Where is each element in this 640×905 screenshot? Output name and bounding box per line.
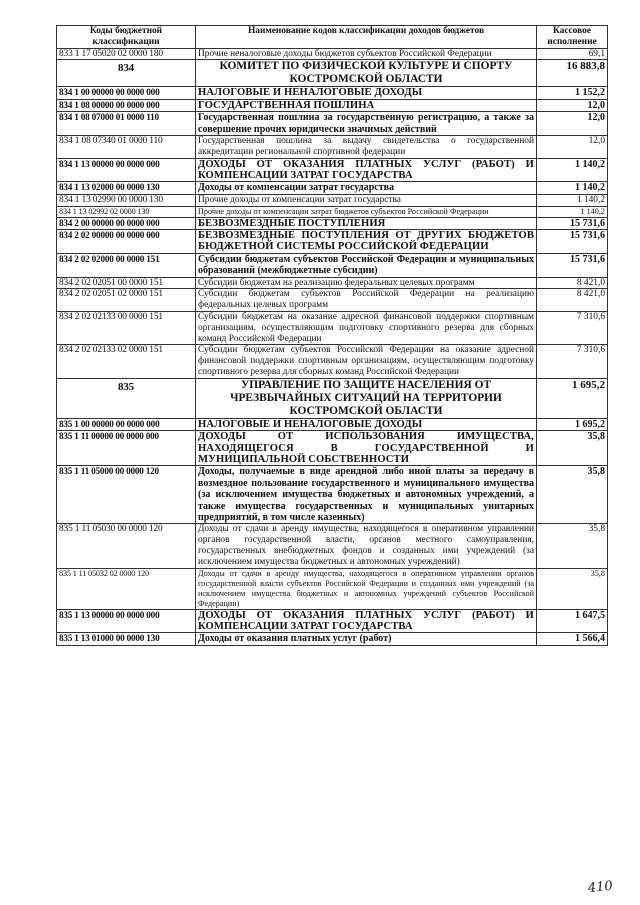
cell-code: 834 2 02 02133 00 0000 151 (57, 312, 196, 345)
cell-name: Доходы от сдачи в аренду имущества, находящегося в оперативном управлении органов государственной власти, органов местного самоуправления, государственных внебюджетных фондов и созданных ими учреждений (за исключением имущества бюджетных и автономных учреждений) (196, 524, 537, 568)
cell-value: 35,8 (537, 568, 608, 609)
cell-name: Субсидии бюджетам на реализацию федеральных целевых программ (196, 277, 537, 289)
cell-code: 834 1 08 00000 00 0000 000 (57, 99, 196, 111)
cell-code: 835 1 00 00000 00 0000 000 (57, 418, 196, 430)
cell-value: 8 421,0 (537, 289, 608, 312)
budget-page (56, 25, 607, 646)
table-row (57, 158, 608, 182)
cell-code: 835 1 13 01000 00 0000 130 (57, 633, 196, 645)
cell-value: 12,0 (537, 136, 608, 159)
cell-code: 833 1 17 05020 02 0000 180 (57, 48, 196, 60)
cell-name: Прочие неналоговые доходы бюджетов субъектов Российской Федерации (196, 48, 537, 60)
page-number: 410 (587, 878, 614, 897)
cell-value: 1 140,2 (537, 158, 608, 182)
cell-code: 835 1 11 05032 02 0000 120 (57, 568, 196, 609)
cell-code: 834 2 02 02051 02 0000 151 (57, 289, 196, 312)
cell-name: Прочие доходы от компенсации затрат государства (196, 194, 537, 206)
cell-code: 834 1 13 02990 00 0000 130 (57, 194, 196, 206)
cell-name: Государственная пошлина за государственную регистрацию, а также за совершение прочих юридически значимых действий (196, 112, 537, 136)
cell-code: 834 1 08 07000 01 0000 110 (57, 112, 196, 136)
cell-value: 1 152,2 (537, 87, 608, 99)
cell-name: ГОСУДАРСТВЕННАЯ ПОШЛИНА (196, 99, 537, 111)
cell-code: 834 1 00 00000 00 0000 000 (57, 87, 196, 99)
cell-value: 12,0 (537, 99, 608, 111)
cell-name: Доходы от оказания платных услуг (работ) (196, 633, 537, 645)
cell-code: 834 1 08 07340 01 0000 110 (57, 136, 196, 159)
table-row (57, 99, 608, 111)
cell-code: 834 2 02 02051 00 0000 151 (57, 277, 196, 289)
cell-name: Субсидии бюджетам субъектов Российской Федерации на оказание адресной финансовой поддержки спортивным организациям, осуществляющим подготовку спортивного резерва для сборных команд Российской Федерации (196, 345, 537, 378)
cell-name: Субсидии бюджетам на оказание адресной финансовой поддержки спортивным организациям, осуществляющим подготовку спортивного резерва для сборных команд Российской Федерации (196, 312, 537, 345)
table-row (57, 524, 608, 568)
table-row (57, 418, 608, 430)
cell-value: 15 731,6 (537, 253, 608, 277)
cell-value: 8 421,0 (537, 277, 608, 289)
cell-code: 835 1 11 00000 00 0000 000 (57, 431, 196, 466)
cell-code: 835 1 13 00000 00 0000 000 (57, 609, 196, 633)
cell-value: 16 883,8 (537, 60, 608, 87)
table-row (57, 182, 608, 194)
cell-value: 1 647,5 (537, 609, 608, 633)
department-row (57, 60, 608, 87)
cell-name: Субсидии бюджетам субъектов Российской Федерации и муниципальных образований (межбюджетные субсидии) (196, 253, 537, 277)
cell-value: 7 310,6 (537, 345, 608, 378)
cell-value: 1 140,2 (537, 182, 608, 194)
revenue-table (56, 25, 608, 646)
table-row (57, 633, 608, 645)
cell-name: Прочие доходы от компенсации затрат бюджетов субъектов Российской Федерации (196, 206, 537, 217)
table-row (57, 312, 608, 345)
cell-code: 834 1 13 02000 00 0000 130 (57, 182, 196, 194)
table-row (57, 253, 608, 277)
cell-name: ДОХОДЫ ОТ ОКАЗАНИЯ ПЛАТНЫХ УСЛУГ (РАБОТ) И КОМПЕНСАЦИИ ЗАТРАТ ГОСУДАРСТВА (196, 609, 537, 633)
table-row (57, 194, 608, 206)
cell-code: 834 2 02 02133 02 0000 151 (57, 345, 196, 378)
table-header (57, 26, 608, 49)
cell-name: Государственная пошлина за выдачу свидетельства о государственной аккредитации региональной спортивной федерации (196, 136, 537, 159)
cell-value: 7 310,6 (537, 312, 608, 345)
table-row (57, 112, 608, 136)
table-row (57, 277, 608, 289)
cell-value: 1 140,2 (537, 194, 608, 206)
cell-name: Доходы от сдачи в аренду имущества, находящегося в оперативном управлении органов государственной власти субъектов Российской Федерации и созданных ими учреждений (за исключением имущества бюджетных и автономных учреждений субъектов Российской Федерации) (196, 568, 537, 609)
table-row (57, 48, 608, 60)
table-row (57, 431, 608, 466)
cell-value: 35,8 (537, 466, 608, 524)
table-row (57, 136, 608, 159)
cell-code: 834 2 02 02000 00 0000 151 (57, 253, 196, 277)
cell-name: УПРАВЛЕНИЕ ПО ЗАЩИТЕ НАСЕЛЕНИЯ ОТ ЧРЕЗВЫЧАЙНЫХ СИТУАЦИЙ НА ТЕРРИТОРИИ КОСТРОМСКОЙ ОБЛАСТИ (196, 378, 537, 418)
cell-code: 835 (57, 378, 196, 418)
cell-code: 834 1 13 00000 00 0000 000 (57, 158, 196, 182)
table-row (57, 466, 608, 524)
table-row (57, 345, 608, 378)
cell-name: ДОХОДЫ ОТ ИСПОЛЬЗОВАНИЯ ИМУЩЕСТВА, НАХОДЯЩЕГОСЯ В ГОСУДАРСТВЕННОЙ И МУНИЦИПАЛЬНОЙ СОБСТВЕННОСТИ (196, 431, 537, 466)
cell-value: 35,8 (537, 431, 608, 466)
cell-code: 835 1 11 05030 00 0000 120 (57, 524, 196, 568)
cell-value: 1 140,2 (537, 206, 608, 217)
table-row (57, 206, 608, 217)
cell-code: 834 2 02 00000 00 0000 000 (57, 230, 196, 254)
table-row (57, 609, 608, 633)
department-row (57, 378, 608, 418)
cell-name: ДОХОДЫ ОТ ОКАЗАНИЯ ПЛАТНЫХ УСЛУГ (РАБОТ) И КОМПЕНСАЦИИ ЗАТРАТ ГОСУДАРСТВА (196, 158, 537, 182)
cell-value: 69,1 (537, 48, 608, 60)
cell-name: НАЛОГОВЫЕ И НЕНАЛОГОВЫЕ ДОХОДЫ (196, 418, 537, 430)
cell-value: 35,8 (537, 524, 608, 568)
cell-name: КОМИТЕТ ПО ФИЗИЧЕСКОЙ КУЛЬТУРЕ И СПОРТУ КОСТРОМСКОЙ ОБЛАСТИ (196, 60, 537, 87)
cell-value: 15 731,6 (537, 230, 608, 254)
cell-value: 1 695,2 (537, 418, 608, 430)
cell-code: 834 1 13 02992 02 0000 130 (57, 206, 196, 217)
table-row (57, 217, 608, 229)
header-value: Кассовое исполнение (537, 26, 608, 49)
cell-name: БЕЗВОЗМЕЗДНЫЕ ПОСТУПЛЕНИЯ ОТ ДРУГИХ БЮДЖЕТОВ БЮДЖЕТНОЙ СИСТЕМЫ РОССИЙСКОЙ ФЕДЕРАЦИИ (196, 230, 537, 254)
cell-name: Субсидии бюджетам субъектов Российской Федерации на реализацию федеральных целевых программ (196, 289, 537, 312)
cell-code: 834 (57, 60, 196, 87)
cell-value: 1 566,4 (537, 633, 608, 645)
cell-code: 835 1 11 05000 00 0000 120 (57, 466, 196, 524)
header-name: Наименование кодов классификации доходов бюджетов (196, 26, 537, 49)
cell-name: БЕЗВОЗМЕЗДНЫЕ ПОСТУПЛЕНИЯ (196, 217, 537, 229)
table-row (57, 230, 608, 254)
cell-code: 834 2 00 00000 00 0000 000 (57, 217, 196, 229)
table-row (57, 289, 608, 312)
table-row (57, 87, 608, 99)
header-code: Коды бюджетной классификации (57, 26, 196, 49)
cell-name: Доходы, получаемые в виде арендной либо иной платы за передачу в возмездное пользование государственного и муниципального имущества (за исключением имущества бюджетных и автономных учреждений, а также имущества государственных и муниципальных унитарных предприятий, в том числе казенных) (196, 466, 537, 524)
cell-value: 15 731,6 (537, 217, 608, 229)
cell-name: Доходы от компенсации затрат государства (196, 182, 537, 194)
cell-value: 12,0 (537, 112, 608, 136)
cell-name: НАЛОГОВЫЕ И НЕНАЛОГОВЫЕ ДОХОДЫ (196, 87, 537, 99)
cell-value: 1 695,2 (537, 378, 608, 418)
table-row (57, 568, 608, 609)
